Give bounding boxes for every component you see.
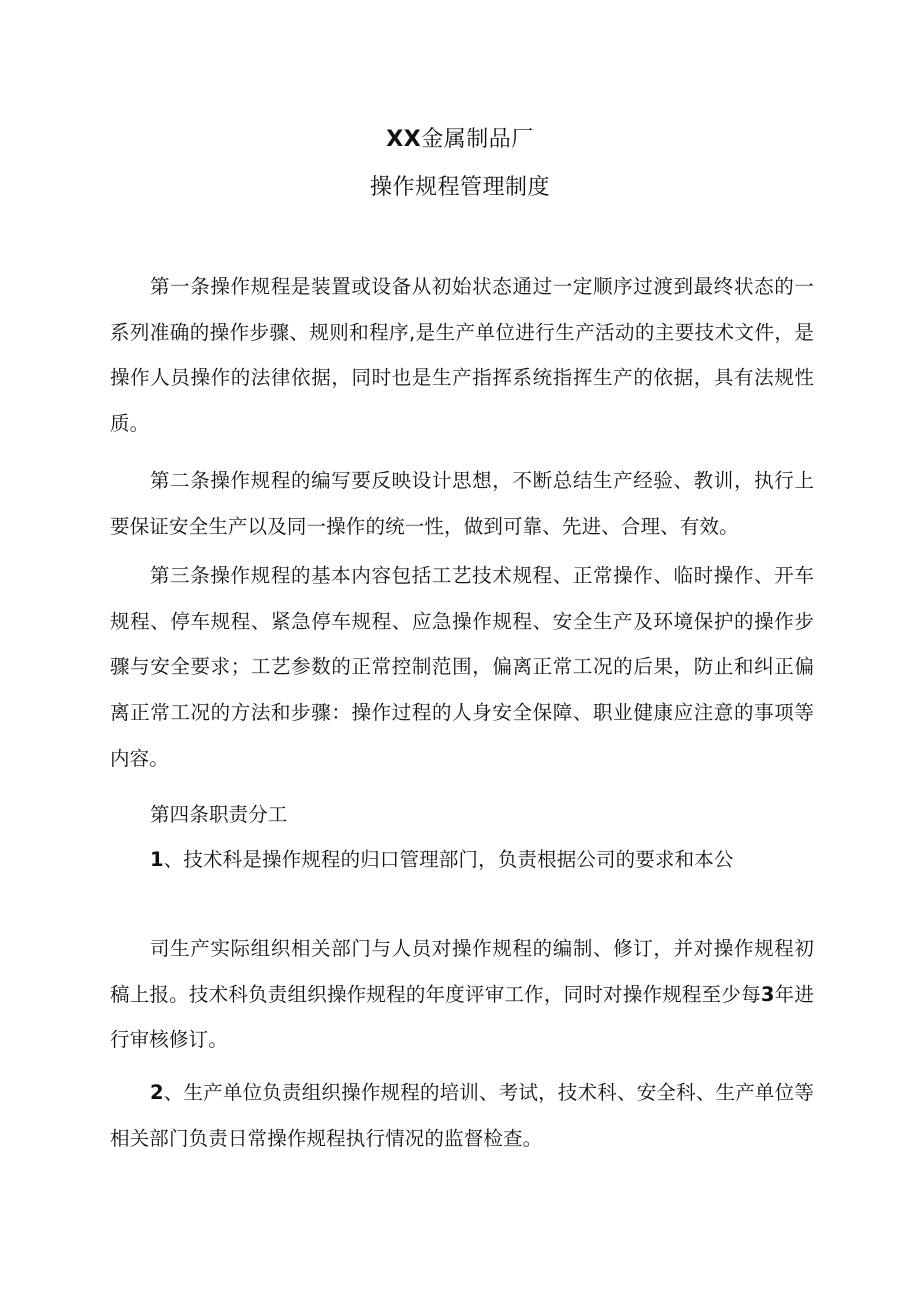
- title-prefix: XX: [386, 127, 422, 152]
- title-company-name: 金属制品厂: [421, 127, 534, 152]
- document-title-regulation: 操作规程管理制度: [369, 175, 550, 200]
- duty-item-2-text: 、生产单位负责组织操作规程的培训、考试，技术科、安全科、生产单位等相关部门负责日常操作规程执行情况的监督检查。: [110, 1081, 814, 1150]
- duty-item-2-paragraph: [110, 1070, 814, 1161]
- duty-item-1-continuation-b: 年进行审核修订。: [110, 982, 814, 1052]
- duty-item-2-number: 2: [150, 1081, 164, 1104]
- duty-item-1-continuation: [110, 926, 814, 1063]
- article-1-paragraph: 第一条操作规程是装置或设备从初始状态通过一定顺序过渡到最终状态的一系列准确的操作步骤、规则和程序,是生产单位进行生产活动的主要技术文件，是操作人员操作的法律依据，同时也是生产指挥系统指挥生产的依据，具有法规性质。: [110, 275, 814, 436]
- duty-item-1-text: 、技术科是操作规程的归口管理部门，负责根据公司的要求和本公: [163, 848, 734, 871]
- article-4-heading: 第四条职责分工: [150, 803, 288, 826]
- duty-item-1-continuation-a: 司生产实际组织相关部门与人员对操作规程的编制、修订，并对操作规程初稿上报。技术科负责组织操作规程的年度评审工作，同时对操作规程至少每: [110, 937, 814, 1006]
- article-3-paragraph: 第三条操作规程的基本内容包括工艺技术规程、正常操作、临时操作、开车规程、停车规程、紧急停车规程、应急操作规程、安全生产及环境保护的操作步骤与安全要求；工艺参数的正常控制范围，偏离正常工况的后果，防止和纠正偏离正常工况的方法和步骤：操作过程的人身安全保障、职业健康应注意的事项等内容。: [110, 564, 814, 770]
- duty-item-1-paragraph: [110, 837, 814, 883]
- document-title-company: [0, 125, 920, 155]
- duty-item-1-number: 1: [150, 848, 164, 871]
- review-years-number: 3: [760, 982, 775, 1006]
- article-2-paragraph: 第二条操作规程的编写要反映设计思想，不断总结生产经验、教训，执行上要保证安全生产以及同一操作的统一性，做到可靠、先进、合理、有效。: [110, 469, 814, 538]
